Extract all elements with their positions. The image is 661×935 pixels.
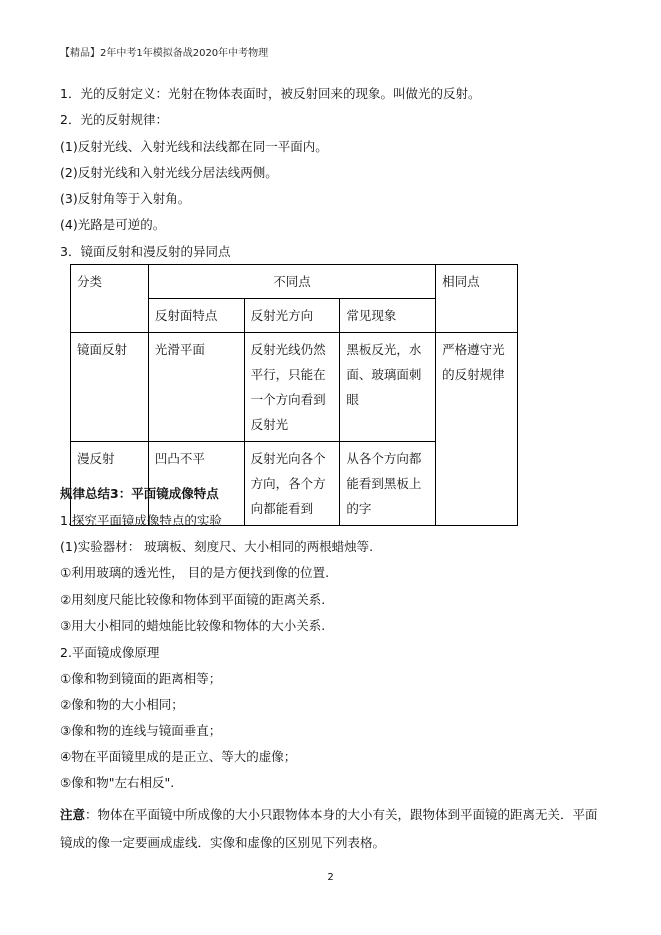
page-number: 2 [327, 872, 334, 883]
direction-cell: 反射光线仍然平行，只能在一个方向看到反射光 [244, 333, 340, 442]
text-line: ③用大小相同的蜡烛能比较像和物体的大小关系. [60, 618, 326, 633]
text-line: ②用刻度尺能比较像和物体到平面镜的距离关系. [60, 592, 326, 607]
text-line: 2.平面镜成像原理 [60, 645, 160, 660]
text-line: ①利用玻璃的透光性， 目的是方便找到像的位置. [60, 565, 330, 580]
note-text: ：物体在平面镜中所成像的大小只跟物体本身的大小有关，跟物体到平面镜的距离无关．平面镜成的像一定要画成虚线．实像和虚像的区别见下列表格。 [60, 807, 598, 850]
page-header: 【精品】2年中考1年模拟备战2020年中考物理 [60, 48, 269, 59]
text-line: ③像和物的连线与镜面垂直； [60, 723, 222, 738]
text-line: (4)光路是可逆的。 [60, 217, 166, 232]
row-name: 镜面反射 [71, 333, 149, 442]
phenomenon-cell: 从各个方向都能看到黑板上的字 [340, 442, 436, 526]
text-line: (2)反射光线和入射光线分居法线两侧。 [60, 165, 278, 180]
row-name: 漫反射 [71, 442, 149, 526]
direction-cell: 反射光向各个方向，各个方向都能看到 [244, 442, 340, 526]
category-header: 分类 [71, 265, 149, 333]
text-line: 1.探究平面镜成像特点的实验 [60, 513, 222, 528]
text-line: (3)反射角等于入射角。 [60, 191, 191, 206]
text-line: (1)反射光线、入射光线和法线都在同一平面内。 [60, 139, 328, 154]
text-line: ②像和物的大小相同； [60, 697, 184, 712]
note-paragraph [60, 801, 610, 857]
difference-header: 不同点 [148, 265, 435, 299]
same-header: 相同点 [436, 265, 518, 333]
surface-cell: 凹凸不平 [148, 442, 244, 526]
same-cell: 严格遵守光的反射规律 [436, 333, 518, 526]
note-label: 注意 [60, 807, 86, 822]
surface-header: 反射面特点 [148, 299, 244, 333]
text-line: 1．光的反射定义：光射在物体表面时，被反射回来的现象。叫做光的反射。 [60, 86, 481, 101]
text-line: ④物在平面镜里成的是正立、等大的虚像； [60, 749, 297, 764]
surface-cell: 光滑平面 [148, 333, 244, 442]
text-line: ⑤像和物"左右相反". [60, 775, 175, 790]
text-line: 3．镜面反射和漫反射的异同点 [60, 244, 231, 259]
table-row [71, 333, 518, 442]
phenomenon-header: 常见现象 [340, 299, 436, 333]
phenomenon-cell: 黑板反光，水面、玻璃面刺眼 [340, 333, 436, 442]
direction-header: 反射光方向 [244, 299, 340, 333]
table-header-row [71, 265, 518, 299]
text-line: (1)实验器材： 玻璃板、刻度尺、大小相同的两根蜡烛等. [60, 539, 374, 554]
section-title: 规律总结3：平面镜成像特点 [60, 486, 219, 501]
text-line: 2．光的反射规律： [60, 112, 168, 127]
text-line: ①像和物到镜面的距离相等； [60, 671, 222, 686]
